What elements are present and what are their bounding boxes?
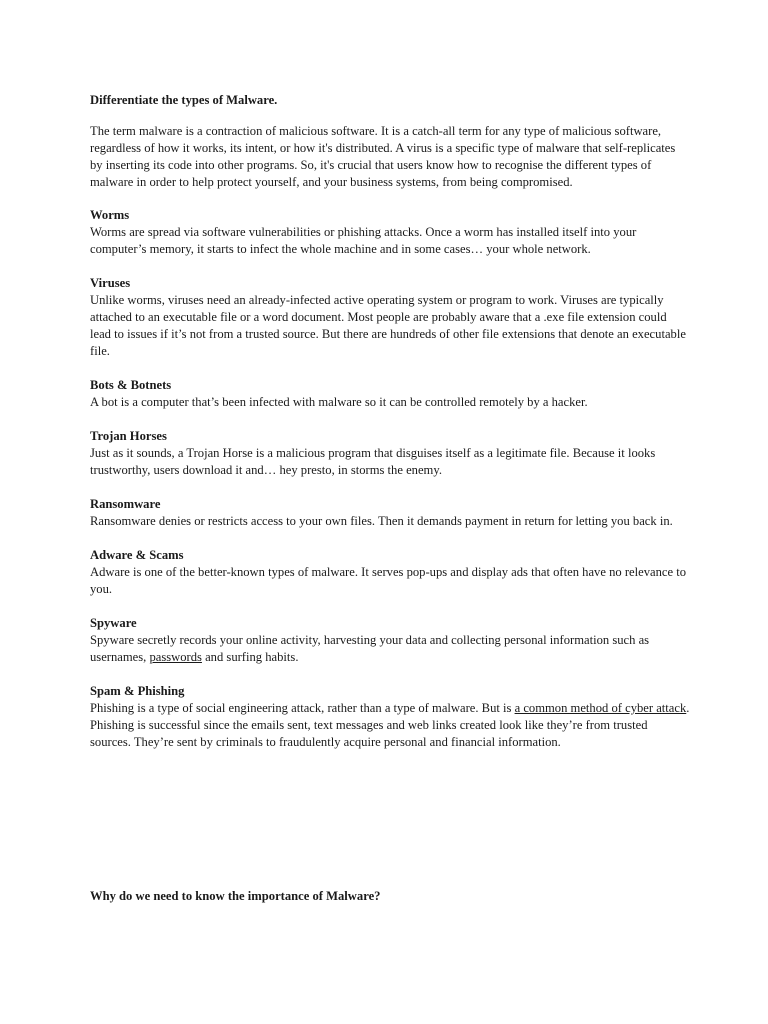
section-body-text: Spyware secretly records your online activity, harvesting your data and collecting personal information such as usernames, xyxy=(90,633,650,664)
document-content xyxy=(90,92,690,768)
section-heading: Viruses xyxy=(90,276,131,290)
section-body xyxy=(90,700,690,751)
section-body-text: and surfing habits. xyxy=(201,650,299,664)
section-heading: Worms xyxy=(90,208,130,222)
section-body: Ransomware denies or restricts access to your own files. Then it demands payment in return for letting you back in. xyxy=(90,514,673,528)
section-heading: Trojan Horses xyxy=(90,429,167,443)
section-body: Adware is one of the better-known types of malware. It serves pop-ups and display ads that often have no relevance to you. xyxy=(90,565,687,596)
section-viruses xyxy=(90,275,690,360)
section-bots-botnets xyxy=(90,377,690,411)
cyber-attack-link[interactable]: a common method of cyber attack xyxy=(514,701,687,715)
section-body-text: . Phishing is successful since the emails sent, text messages and web links created look like they’re from trusted sources. They’re sent by criminals to fraudulently acquire personal and financial information. xyxy=(90,701,690,749)
document-title: Differentiate the types of Malware. xyxy=(90,93,278,107)
section-body-text: Phishing is a type of social engineering attack, rather than a type of malware. But is xyxy=(90,701,515,715)
intro-paragraph: The term malware is a contraction of malicious software. It is a catch-all term for any type of malicious software, regardless of how it works, its intent, or how it's distributed. A virus is a specific type of malware that self-replicates by inserting its code into other programs. So, it's crucial that users know how to recognise the different types of malware in order to help protect yourself, and your business systems, from being compromised. xyxy=(90,124,676,189)
section-spyware xyxy=(90,615,690,666)
section-spam-phishing xyxy=(90,683,690,751)
section-adware-scams xyxy=(90,547,690,598)
section-ransomware xyxy=(90,496,690,530)
section-heading: Adware & Scams xyxy=(90,548,184,562)
section-worms xyxy=(90,207,690,258)
section-heading: Spyware xyxy=(90,616,137,630)
section-body: A bot is a computer that’s been infected with malware so it can be controlled remotely by a hacker. xyxy=(90,395,588,409)
section-heading: Bots & Botnets xyxy=(90,378,172,392)
section-body: Worms are spread via software vulnerabilities or phishing attacks. Once a worm has installed itself into your computer’s memory, it starts to infect the whole machine and in some cases… your whole network. xyxy=(90,225,637,256)
question-heading: Why do we need to know the importance of Malware? xyxy=(90,889,381,903)
passwords-link[interactable]: passwords xyxy=(149,650,202,664)
section-heading: Ransomware xyxy=(90,497,161,511)
section-body: Just as it sounds, a Trojan Horse is a malicious program that disguises itself as a legitimate file. Because it looks trustworthy, users download it and… hey presto, in storms the enemy. xyxy=(90,446,656,477)
section-trojan-horses xyxy=(90,428,690,479)
section-heading: Spam & Phishing xyxy=(90,684,185,698)
section-body: Unlike worms, viruses need an already-infected active operating system or program to work. Viruses are typically attached to an executable file or a word document. Most people are probably aware that a .exe file extension could lead to issues if it’s not from a trusted source. But there are hundreds of other file extensions that denote an executable file. xyxy=(90,293,686,358)
section-body xyxy=(90,632,690,666)
